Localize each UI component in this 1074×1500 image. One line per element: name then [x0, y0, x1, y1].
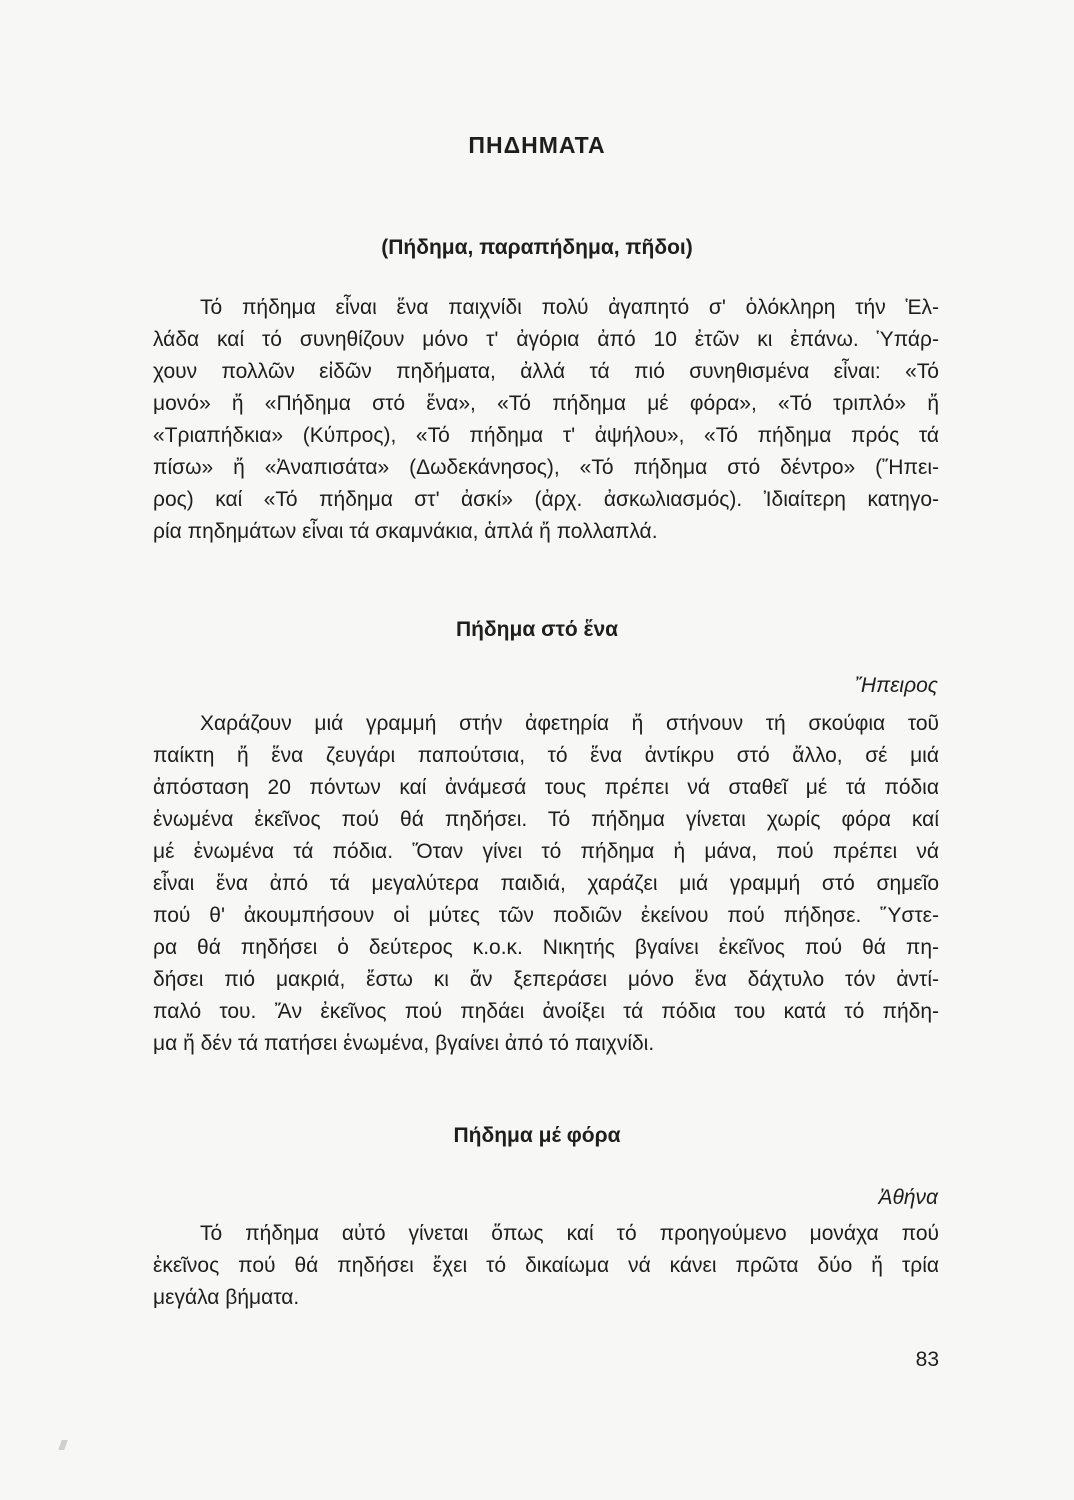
text-line: Τό πήδημα εἶναι ἕνα παιχνίδι πολύ ἀγαπητό σ' ὁλόκληρη τήν Ἑλ-: [200, 296, 939, 319]
section-paragraph-running-jump: [153, 1218, 939, 1314]
text-line: δήσει πιό μακριά, ἔστω κι ἄν ξεπεράσει μόνο ἕνα δάχτυλο τόν ἀντί-: [153, 968, 939, 991]
text-line: χουν πολλῶν εἰδῶν πηδήματα, ἀλλά τά πιό συνηθισμένα εἶναι: «Τό: [153, 360, 939, 383]
text-line: ρος) καί «Τό πήδημα στ' ἀσκί» (ἀρχ. ἀσκωλιασμός). Ἰδιαίτερη κατηγο-: [153, 488, 939, 511]
text-line: πού θ' ἀκουμπήσουν οἱ μύτες τῶν ποδιῶν ἐκείνου πού πήδησε. Ὕστε-: [153, 904, 939, 927]
text-line: Τό πήδημα αὐτό γίνεται ὅπως καί τό προηγούμενο μονάχα πού: [200, 1222, 939, 1245]
section-title-jump-one: Πήδημα στό ἕνα: [455, 618, 619, 641]
page-title: ΠΗΔΗΜΑΤΑ: [468, 132, 606, 158]
text-line: ἐκεῖνος πού θά πηδήσει ἔχει τό δικαίωμα νά κάνει πρῶτα δύο ἤ τρία: [153, 1254, 939, 1277]
page-subtitle: (Πήδημα, παραπήδημα, πῆδοι): [381, 236, 693, 259]
section-region-athens: Ἀθήνα: [878, 1186, 938, 1209]
scan-mark: [58, 1440, 68, 1450]
page-number: 83: [915, 1348, 939, 1371]
text-line: ρα θά πηδήσει ὁ δεύτερος κ.ο.κ. Νικητής βγαίνει ἐκεῖνος πού θά πη-: [153, 936, 939, 959]
text-line: εἶναι ἕνα ἀπό τά μεγαλύτερα παιδιά, χαράζει μιά γραμμή στό σημεῖο: [153, 872, 939, 895]
section-title-running-jump: Πήδημα μέ φόρα: [453, 1124, 621, 1147]
text-line: μεγάλα βήματα.: [153, 1286, 300, 1309]
text-line: ρία πηδημάτων εἶναι τά σκαμνάκια, ἁπλά ἤ πολλαπλά.: [153, 520, 658, 543]
text-line: ἑνωμένα ἐκεῖνος πού θά πηδήσει. Τό πήδημα γίνεται χωρίς φόρα καί: [153, 808, 939, 831]
intro-paragraph: [153, 292, 939, 548]
section-paragraph-jump-one: [153, 708, 939, 1060]
text-line: μα ἤ δέν τά πατήσει ἑνωμένα, βγαίνει ἀπό τό παιχνίδι.: [153, 1032, 655, 1055]
section-region-epirus: Ἤπειρος: [854, 674, 938, 697]
text-line: μέ ἑνωμένα τά πόδια. Ὅταν γίνει τό πήδημα ἡ μάνα, πού πρέπει νά: [153, 840, 939, 863]
text-line: παίκτη ἤ ἕνα ζευγάρι παπούτσια, τό ἕνα ἀντίκρυ στό ἄλλο, σέ μιά: [153, 744, 939, 767]
text-line: μονό» ἤ «Πήδημα στό ἕνα», «Τό πήδημα μέ φόρα», «Τό τριπλό» ἤ: [153, 392, 939, 415]
text-line: πίσω» ἤ «Ἀναπισάτα» (Δωδεκάνησος), «Τό πήδημα στό δέντρο» (Ἤπει-: [153, 456, 939, 479]
text-line: ἀπόσταση 20 πόντων καί ἀνάμεσά τους πρέπει νά σταθεῖ μέ τά πόδια: [153, 776, 939, 799]
text-line: Χαράζουν μιά γραμμή στήν ἀφετηρία ἤ στήνουν τή σκούφια τοῦ: [200, 712, 939, 735]
text-line: «Τριαπήδκια» (Κύπρος), «Τό πήδημα τ' ἀψήλου», «Τό πήδημα πρός τά: [153, 424, 939, 447]
text-line: λάδα καί τό συνηθίζουν μόνο τ' ἀγόρια ἀπό 10 ἐτῶν κι ἐπάνω. Ὑπάρ-: [153, 328, 939, 351]
text-line: παλό του. Ἄν ἐκεῖνος πού πηδάει ἀνοίξει τά πόδια του κατά τό πήδη-: [153, 1000, 939, 1023]
